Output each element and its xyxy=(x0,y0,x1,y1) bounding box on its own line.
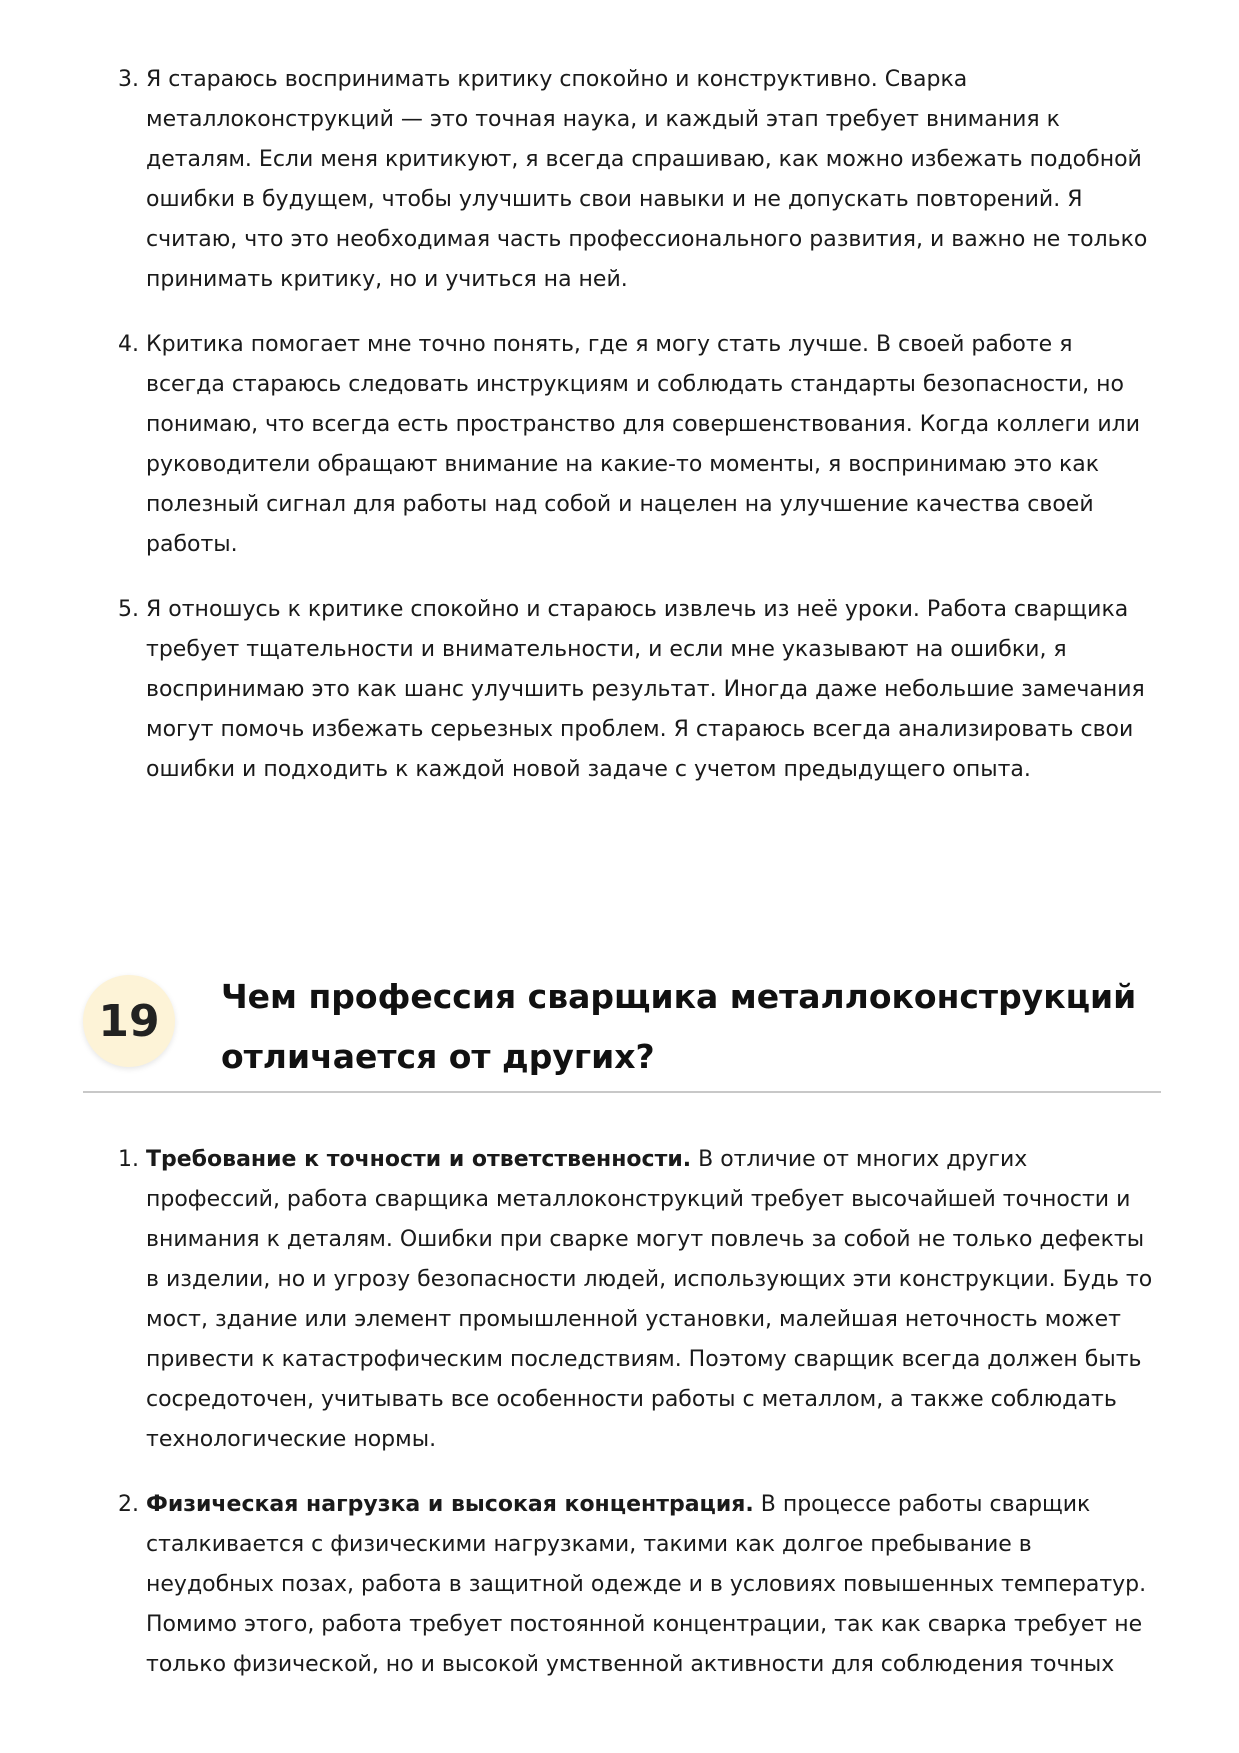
list-item-number: 4. xyxy=(118,332,139,357)
list-item-text: Я стараюсь воспринимать критику спокойно и конструктивно. Сварка металлоконструкций — это точная наука, и каждый этап требует внимания к деталям. Если меня критикуют, я всегда спрашиваю, как можно избежать подобной ошибки в будущем, чтобы улучшить свои навыки и не допускать повторений. Я считаю, что это необходимая часть профессионального развития, и важно не только принимать критику, но и учиться на ней. xyxy=(146,67,1148,292)
list-item-text: Я отношусь к критике спокойно и стараюсь извлечь из неё уроки. Работа сварщика требует тщательности и внимательности, и если мне указывают на ошибки, я воспринимаю это как шанс улучшить результат. Иногда даже небольшие замечания могут помочь избежать серьезных проблем. Я стараюсь всегда анализировать свои ошибки и подходить к каждой новой задаче с учетом предыдущего опыта. xyxy=(146,597,1145,782)
previous-answers-list xyxy=(118,60,1158,815)
list-item-heading: Физическая нагрузка и высокая концентрация. xyxy=(146,1492,754,1517)
list-item xyxy=(118,60,1158,300)
list-item xyxy=(118,1485,1158,1685)
question-number-badge: 19 xyxy=(83,975,175,1067)
list-item xyxy=(118,1140,1158,1460)
list-item-text: В процессе работы сварщик сталкивается с физическими нагрузками, такими как долгое пребывание в неудобных позах, работа в защитной одежде и в условиях повышенных температур. Помимо этого, работа требует постоянной концентрации, так как сварка требует не только физической, но и высокой умственной активности для соблюдения точных xyxy=(146,1492,1147,1677)
list-item-number: 3. xyxy=(118,67,139,92)
list-item-text: Критика помогает мне точно понять, где я могу стать лучше. В своей работе я всегда стараюсь следовать инструкциям и соблюдать стандарты безопасности, но понимаю, что всегда есть пространство для совершенствования. Когда коллеги или руководители обращают внимание на какие-то моменты, я воспринимаю это как полезный сигнал для работы над собой и нацелен на улучшение качества своей работы. xyxy=(146,332,1140,557)
list-item xyxy=(118,590,1158,790)
list-item-number: 2. xyxy=(118,1492,139,1517)
list-item-heading: Требование к точности и ответственности. xyxy=(146,1147,692,1172)
list-item-number: 5. xyxy=(118,597,139,622)
list-item-text: В отличие от многих других профессий, работа сварщика металлоконструкций требует высочайшей точности и внимания к деталям. Ошибки при сварке могут повлечь за собой не только дефекты в изделии, но и угрозу безопасности людей, использующих эти конструкции. Будь то мост, здание или элемент промышленной установки, малейшая неточность может привести к катастрофическим последствиям. Поэтому сварщик всегда должен быть сосредоточен, учитывать все особенности работы с металлом, а также соблюдать технологические нормы. xyxy=(146,1147,1153,1452)
list-item xyxy=(118,325,1158,565)
answers-list xyxy=(118,1140,1158,1710)
question-header xyxy=(83,965,1161,1093)
question-title: Чем профессия сварщика металлоконструкций отличается от других? xyxy=(221,977,1137,1076)
list-item-number: 1. xyxy=(118,1147,139,1172)
